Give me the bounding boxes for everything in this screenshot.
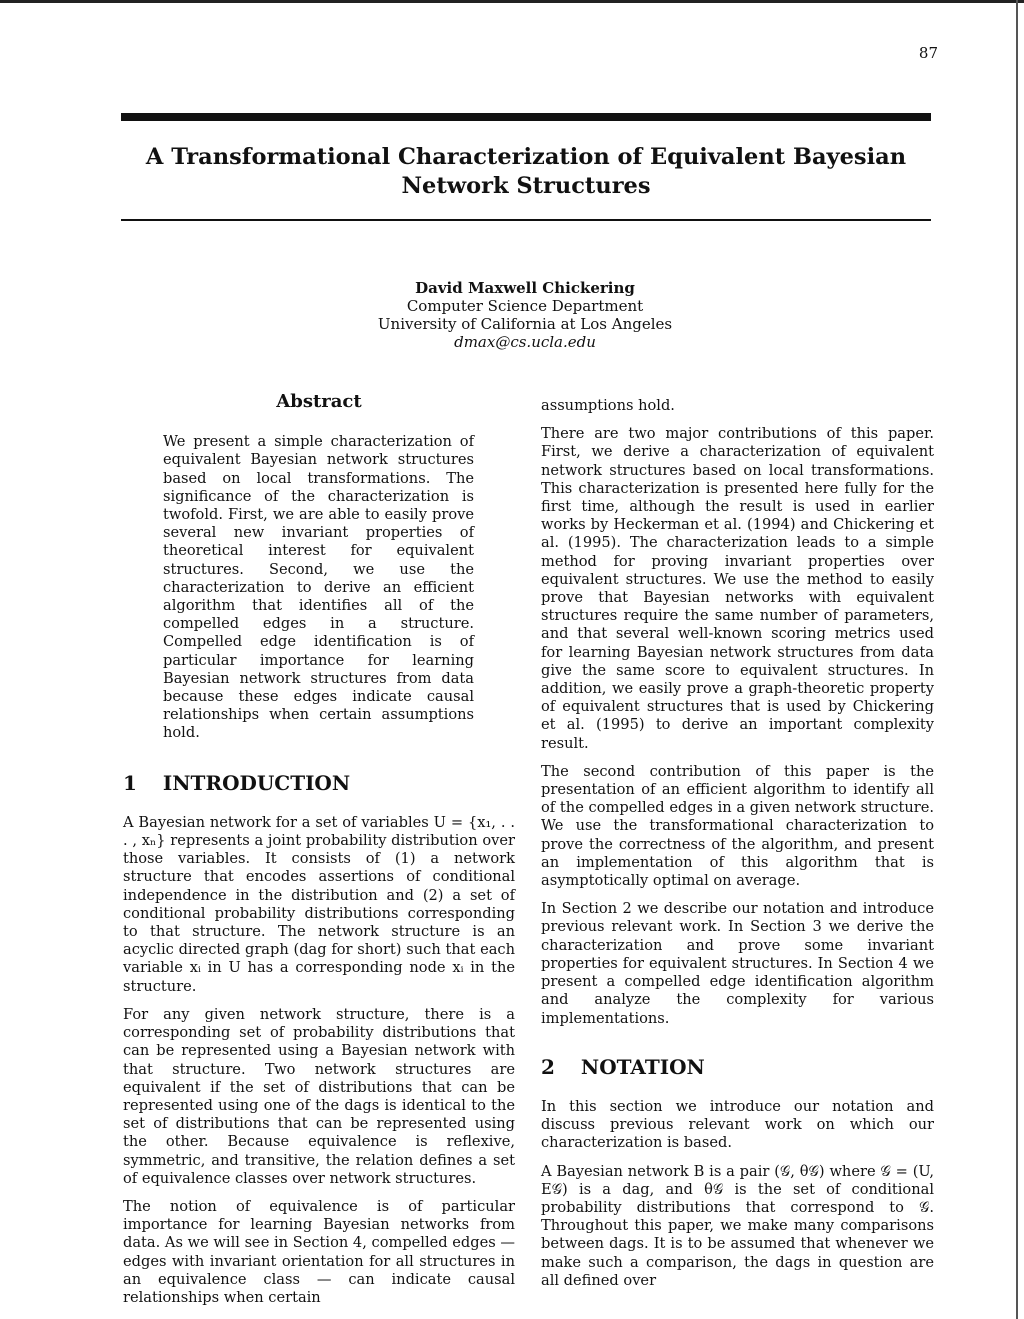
section-heading-introduction [123,770,515,795]
title-rule-top [121,113,931,121]
section-heading-notation [541,1054,934,1079]
title-rule-bottom [121,219,931,221]
notation-paragraph-1: In this section we introduce our notation and discuss previous relevant work on which our characterization is based. [541,1097,934,1152]
second-contribution-paragraph: The second contribution of this paper is the presentation of an efficient algorithm to identify all of the compelled edges in a given network structure. We use the transformational characterization to prove the correctness of the algorithm, and present an implementation of this algorithm that is asymptotically optimal on average. [541,762,934,890]
right-column [541,397,934,1290]
outline-paragraph: In Section 2 we describe our notation and introduce previous relevant work. In Section 3 we derive the characterization and prove some invariant properties for equivalent structures. In Section 4 we present a compelled edge identification algorithm and analyze the complexity for various implementations. [541,900,934,1027]
author-block [320,279,730,351]
scan-border-top [0,0,1024,3]
author-email: dmax@cs.ucla.edu [454,333,596,351]
notation-paragraph-2: A Bayesian network B is a pair (𝒢, θ𝒢) where 𝒢 = (U, E𝒢) is a dag, and θ𝒢 is the set of conditional probability distributions that correspond to 𝒢. Throughout this paper, we make many comparisons between dags. It is to be assumed that whenever we make such a comparison, the dags in question are all defined over [541,1162,934,1289]
section-title: INTRODUCTION [162,770,351,795]
section-title: NOTATION [580,1054,705,1079]
page-number: 87 [918,44,938,62]
author-university: University of California at Los Angeles [377,315,673,333]
author-name: David Maxwell Chickering [415,279,635,297]
paper-title [121,143,931,201]
scan-border-right [1016,0,1018,1319]
intro-paragraph-3: The notion of equivalence is of particular importance for learning Bayesian networks from data. As we will see in Section 4, compelled edges — edges with invariant orientation for all structures in an equivalence class — can indicate causal relationships when certain [123,1197,515,1306]
intro-paragraph-1: A Bayesian network for a set of variables U = {x₁, . . . , xₙ} represents a joint probability distribution over those variables. It consists of (1) a network structure that encodes assertions of conditional independence in the distribution and (2) a set of conditional probability distributions corresponding to that structure. The network structure is an acyclic directed graph (dag for short) such that each variable xᵢ in U has a corresponding node xᵢ in the structure. [123,813,515,995]
continued-paragraph: assumptions hold. [541,397,675,414]
contributions-paragraph: There are two major contributions of this paper. First, we derive a characterization of equivalent network structures based on local transformations. This characterization is presented here fully for the first time, although the result is used in earlier works by Heckerman et al. (1994) and Chickering et al. (1995). The characterization leads to a simple method for proving invariant properties over equivalent structures. We use the method to easily prove that Bayesian networks with equivalent structures require the same number of parameters, and that several well-known scoring metrics used for learning Bayesian network structures from data give the same score to equivalent structures. In addition, we easily prove a graph-theoretic property of equivalent structures that is used by Chickering et al. (1995) to derive an important complexity result. [541,425,934,752]
abstract-heading: Abstract [276,391,362,412]
abstract-text: We present a simple characterization of equivalent Bayesian network structures based on local transformations. The significance of the characterization is twofold. First, we are able to easily prove several new invariant properties of theoretical interest for equivalent structures. Second, we use the characterization to derive an efficient algorithm that identifies all of the compelled edges in a structure. Compelled edge identification is of particular importance for learning Bayesian network structures from data because these edges indicate causal relationships when certain assumptions hold. [163,433,474,742]
left-column [123,393,515,1307]
section-number: 1 [123,770,137,795]
section-number: 2 [541,1054,555,1079]
title-line-1: A Transformational Characterization of Equivalent Bayesian [145,144,907,170]
title-line-2: Network Structures [401,173,651,199]
author-dept: Computer Science Department [406,297,644,315]
intro-paragraph-2: For any given network structure, there is a corresponding set of probability distributions that can be represented using a Bayesian network with that structure. Two network structures are equivalent if the set of distributions that can be represented using one of the dags is identical to the set of distributions that can be represented using the other. Because equivalence is reflexive, symmetric, and transitive, the relation defines a set of equivalence classes over network structures. [123,1005,515,1187]
